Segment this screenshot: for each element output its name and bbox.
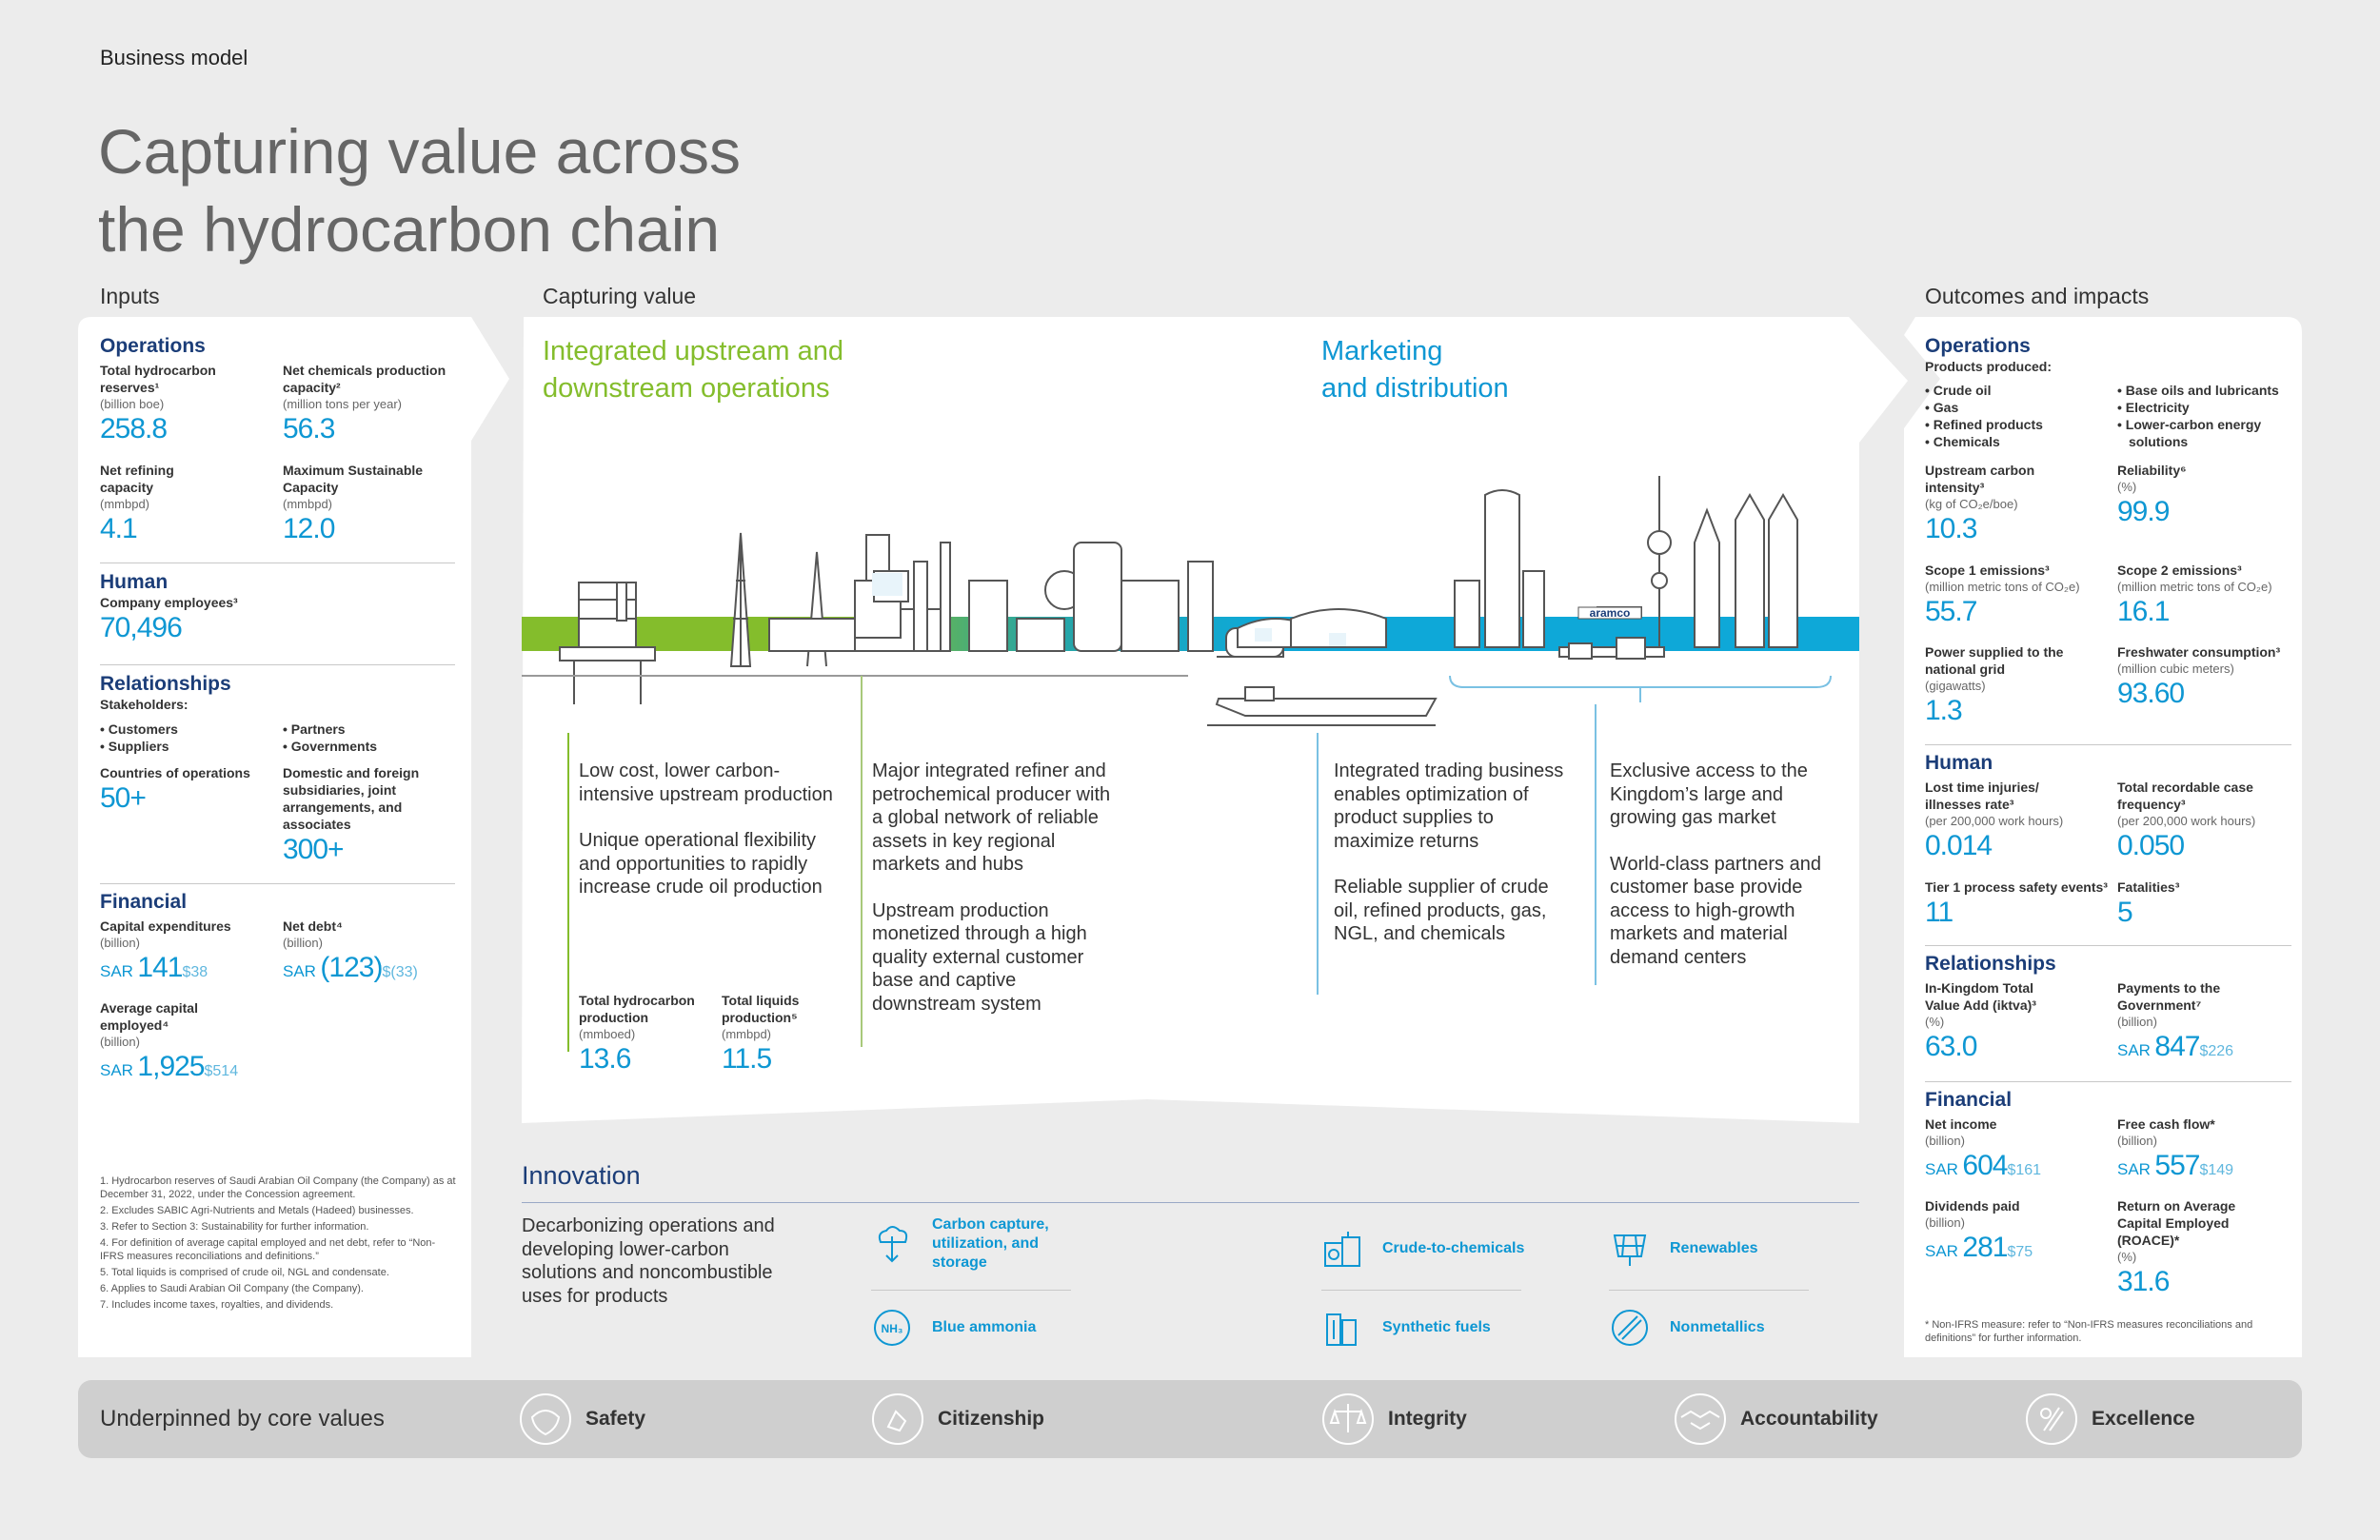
metric-label: Tier 1 process safety events³: [1925, 879, 2108, 895]
metric-unit: (mmboed): [579, 1027, 636, 1041]
input-countries: [100, 764, 271, 816]
metric-value: (123): [320, 952, 383, 983]
metric-value: 1.3: [1925, 695, 1962, 726]
input-refining: [100, 462, 224, 546]
metric-unit: (billion boe): [100, 397, 165, 411]
synthetic-fuels-icon: [1321, 1307, 1363, 1349]
footnote: 3. Refer to Section 3: Sustainability for further information.: [100, 1221, 369, 1233]
outcomes-operations: [1925, 335, 2052, 375]
core-value-safety: [519, 1392, 645, 1446]
metric-unit: (per 200,000 work hours): [1925, 814, 2064, 828]
innovation-label: Blue ammonia: [932, 1319, 1037, 1335]
metric-unit: (billion): [1925, 1215, 1965, 1230]
metric-value: 604: [1962, 1150, 2008, 1181]
outcomes-footnote: * Non-IFRS measure: refer to “Non-IFRS measures reconciliations and definitions” for further information.: [1925, 1319, 2253, 1344]
outcomes-human-title: Human: [1925, 752, 1993, 774]
footnote: 7. Includes income taxes, royalties, and dividends.: [100, 1299, 334, 1311]
footnote: 6. Applies to Saudi Arabian Oil Company (the Company).: [100, 1283, 364, 1294]
metric-value: 50+: [100, 782, 146, 814]
inputs-human-title: Human: [100, 571, 169, 593]
outcome-lti: [1925, 779, 2096, 863]
metric-unit: (billion): [100, 936, 140, 950]
metric-unit: (million metric tons of CO₂e): [1925, 580, 2080, 594]
metric-value: 847: [2154, 1031, 2200, 1062]
metric-unit: (million cubic meters): [2117, 661, 2234, 676]
stakeholders-right: [283, 721, 377, 755]
paragraph: Upstream production monetized through a high quality external customer base and captive downstream system: [872, 899, 1087, 1015]
outcome-tier1: [1925, 879, 2115, 930]
metric-value: 56.3: [283, 413, 335, 444]
outcomes-relationships-title: Relationships: [1925, 953, 2056, 975]
metric-value: 11: [1925, 897, 1954, 928]
outcome-gov-payments: [2117, 979, 2289, 1064]
usd-value: $514: [204, 1063, 239, 1079]
core-value-label: Accountability: [1740, 1408, 1878, 1430]
list-item: • Partners: [283, 721, 346, 737]
metric-unit: (%): [1925, 1015, 1945, 1029]
metric-label: Fatalities³: [2117, 879, 2180, 895]
blue-ammonia-icon: [871, 1307, 913, 1349]
metric-unit: (%): [2117, 480, 2137, 494]
metric-label: Net refining capacity: [100, 463, 174, 495]
list-item: • Lower-carbon energy solutions: [2117, 417, 2262, 449]
section-label: Business model: [100, 46, 248, 69]
innovation-renewables: [1609, 1228, 1757, 1270]
metric-label: Domestic and foreign subsidiaries, joint arrangements, and associates: [283, 765, 420, 832]
usd-value: $161: [2007, 1162, 2042, 1178]
col2-text: [872, 760, 1115, 1016]
innovation-crude-to-chemicals: [1321, 1228, 1524, 1270]
metric-unit: (million tons per year): [283, 397, 402, 411]
metric-value: 557: [2154, 1150, 2200, 1181]
innovation-label: Carbon capture, utilization, and storage: [932, 1216, 1049, 1271]
paragraph: Exclusive access to the Kingdom’s large and growing gas market: [1610, 760, 1808, 828]
core-value-label: Integrity: [1388, 1408, 1467, 1430]
list-item: • Governments: [283, 739, 378, 754]
input-ace: [100, 999, 290, 1084]
metric-value: 0.050: [2117, 830, 2185, 861]
innovation-label: Synthetic fuels: [1382, 1319, 1491, 1335]
metric-label: Free cash flow*: [2117, 1116, 2215, 1132]
metric-label: Scope 2 emissions³: [2117, 563, 2242, 578]
outcome-scope2: [2117, 562, 2303, 629]
currency-sar: SAR: [100, 962, 133, 980]
outcomes-heading: Outcomes and impacts: [1925, 284, 2150, 308]
col3-text: [1334, 760, 1567, 946]
core-value-label: Excellence: [2092, 1408, 2195, 1430]
paragraph: Low cost, lower carbon-intensive upstream production: [579, 760, 833, 805]
metric-label: Dividends paid: [1925, 1198, 2020, 1214]
list-item: • Gas: [1925, 400, 1959, 415]
metric-unit: (billion): [100, 1035, 140, 1049]
upstream-title-line-1: Integrated upstream and: [543, 336, 843, 366]
metric-label: Reliability⁶: [2117, 463, 2187, 478]
metric-value: 1,925: [137, 1051, 205, 1082]
innovation-nonmetallics: [1609, 1307, 1765, 1349]
inputs-operations: [100, 335, 457, 358]
innovation-title: Innovation: [522, 1161, 641, 1190]
nonmetallics-icon: [1609, 1307, 1651, 1349]
safety-icon: [519, 1392, 572, 1446]
metric-unit: (mmbpd): [100, 497, 150, 511]
metric-label: Upstream carbon intensity³: [1925, 463, 2035, 495]
metric-label: Total hydrocarbon reserves¹: [100, 363, 216, 395]
marketing-title: [1321, 333, 1509, 407]
innovation-text: Decarbonizing operations and developing lower-carbon solutions and noncombustible uses for products: [522, 1215, 775, 1307]
footnote: 2. Excludes SABIC Agri-Nutrients and Metals (Hadeed) businesses.: [100, 1205, 414, 1216]
footnote: 1. Hydrocarbon reserves of Saudi Arabian Oil Company (the Company) as at December 31, 2022, under the Concession agreement.: [100, 1175, 456, 1200]
metric-label: Net income: [1925, 1116, 1997, 1132]
list-item: • Refined products: [1925, 417, 2043, 432]
metric-unit: (gigawatts): [1925, 679, 1986, 693]
currency-sar: SAR: [1925, 1160, 1958, 1178]
metric-label: Capital expenditures: [100, 918, 231, 934]
outcome-roace: [2117, 1197, 2260, 1299]
paragraph: World-class partners and customer base provide access to high-growth markets and material demand centers: [1610, 853, 1821, 968]
outcome-reliability: [2117, 462, 2289, 529]
metric-value: 141: [137, 952, 183, 983]
list-item: • Crude oil: [1925, 383, 1992, 398]
core-values-label: Underpinned by core values: [100, 1406, 385, 1431]
metric-unit: (billion): [2117, 1134, 2157, 1148]
solar-panel-icon: [1609, 1228, 1651, 1270]
metric-value: 0.014: [1925, 830, 1993, 861]
metric-unit: (per 200,000 work hours): [2117, 814, 2256, 828]
upstream-title-line-2: downstream operations: [543, 373, 830, 404]
list-item: • Electricity: [2117, 400, 2190, 415]
excellence-icon: [2025, 1392, 2078, 1446]
marketing-title-line-2: and distribution: [1321, 373, 1509, 404]
paragraph: Major integrated refiner and petrochemical producer with a global network of reliable assets in key regional markets and hubs: [872, 760, 1111, 875]
metric-label: Freshwater consumption³: [2117, 644, 2281, 660]
metric-unit: (kg of CO₂e/boe): [1925, 497, 2018, 511]
metric-label: Lost time injuries/ illnesses rate³: [1925, 780, 2039, 812]
inputs-relationships-title: Relationships: [100, 673, 231, 695]
metric-unit: (billion): [283, 936, 323, 950]
metric-label: Return on Average Capital Employed (ROACE)*: [2117, 1198, 2236, 1248]
metric-unit: (billion): [2117, 1015, 2157, 1029]
stakeholders-label: Stakeholders:: [100, 697, 188, 712]
metric-value: 11.5: [722, 1043, 772, 1075]
metric-value: 70,496: [100, 612, 182, 643]
metric-value: 99.9: [2117, 496, 2170, 527]
metric-value: 63.0: [1925, 1031, 1977, 1062]
metric-label: Countries of operations: [100, 765, 250, 780]
metric-value: 16.1: [2117, 596, 2170, 627]
innovation-label: Nonmetallics: [1670, 1319, 1765, 1335]
aramco-sign: aramco: [1589, 606, 1631, 620]
footnote: 5. Total liquids is comprised of crude oil, NGL and condensate.: [100, 1267, 389, 1278]
inputs-relationships: [100, 673, 455, 713]
metric-value: 281: [1962, 1232, 2008, 1263]
inputs-operations-title: Operations: [100, 335, 206, 357]
upstream-title: [543, 333, 843, 407]
list-item: • Customers: [100, 721, 178, 737]
page-title-line-1: Capturing value across: [98, 116, 742, 187]
inputs-heading: Inputs: [100, 284, 160, 308]
metric-value: 5: [2117, 897, 2132, 928]
core-value-citizenship: [871, 1392, 1044, 1446]
metric-label: Total liquids production⁵: [722, 993, 800, 1025]
outcome-scope1: [1925, 562, 2111, 629]
page-title-line-2: the hydrocarbon chain: [98, 194, 721, 265]
list-item: • Suppliers: [100, 739, 169, 754]
input-msc: [283, 462, 445, 546]
metric-unit: (billion): [1925, 1134, 1965, 1148]
outcomes-human: [1925, 752, 1993, 775]
metric-label: Average capital employed⁴: [100, 1000, 198, 1033]
metric-value: 93.60: [2117, 678, 2185, 709]
stakeholders-left: [100, 721, 178, 755]
outcome-uci: [1925, 462, 2049, 546]
outcome-power: [1925, 643, 2087, 728]
innovation-ccus: [871, 1215, 1065, 1273]
crude-to-chemicals-icon: [1321, 1228, 1363, 1270]
outcomes-relationships: [1925, 953, 2056, 976]
paragraph: Reliable supplier of crude oil, refined products, gas, NGL, and chemicals: [1334, 877, 1549, 944]
metric-label: Power supplied to the national grid: [1925, 644, 2064, 677]
metric-unit: (mmbpd): [722, 1027, 772, 1041]
innovation-synthetic-fuels: [1321, 1307, 1491, 1349]
metric-value: 4.1: [100, 513, 137, 544]
capturing-heading: Capturing value: [543, 284, 697, 308]
input-chemicals: [283, 362, 464, 446]
paragraph: Integrated trading business enables optimization of product supplies to maximize returns: [1334, 760, 1564, 852]
core-value-accountability: [1674, 1392, 1878, 1446]
carbon-capture-icon: [871, 1223, 913, 1265]
currency-sar: SAR: [100, 1061, 133, 1079]
col4-text: [1610, 760, 1843, 969]
marketing-title-line-1: Marketing: [1321, 336, 1443, 366]
currency-sar: SAR: [2117, 1160, 2151, 1178]
innovation-label: Renewables: [1670, 1240, 1758, 1256]
outcome-dividends: [1925, 1197, 2096, 1265]
innovation-label: Crude-to-chemicals: [1382, 1240, 1525, 1256]
currency-sar: SAR: [1925, 1242, 1958, 1260]
products-list-left: [1925, 382, 2043, 450]
metric-label: Net debt⁴: [283, 918, 343, 934]
nh3-text: NH₃: [881, 1322, 903, 1335]
metric-unit: (million metric tons of CO₂e): [2117, 580, 2272, 594]
metric-unit: (%): [2117, 1250, 2137, 1264]
core-value-excellence: [2025, 1392, 2195, 1446]
list-item: • Chemicals: [1925, 434, 2000, 449]
total-production: [579, 992, 717, 1076]
core-value-label: Safety: [585, 1408, 646, 1430]
metric-value: 31.6: [2117, 1266, 2170, 1297]
outcome-trcf: [2117, 779, 2293, 863]
metric-value: 10.3: [1925, 513, 1977, 544]
outcome-iktva: [1925, 979, 2068, 1064]
col1-text: [579, 760, 845, 899]
total-liquids: [722, 992, 836, 1076]
metric-value: 300+: [283, 834, 344, 865]
inputs-financial: [100, 891, 187, 914]
metric-label: Total recordable case frequency³: [2117, 780, 2253, 812]
input-subsidiaries: [283, 764, 435, 867]
usd-value: $149: [2199, 1162, 2234, 1178]
usd-value: $38: [182, 964, 208, 980]
usd-value: $226: [2199, 1043, 2234, 1059]
metric-value: 12.0: [283, 513, 335, 544]
metric-label: Maximum Sustainable Capacity: [283, 463, 424, 495]
inputs-financial-title: Financial: [100, 891, 188, 913]
outcome-net-income: [1925, 1116, 2096, 1183]
currency-sar: SAR: [2117, 1041, 2151, 1059]
core-value-integrity: [1321, 1392, 1467, 1446]
citizenship-icon: [871, 1392, 924, 1446]
integrity-icon: [1321, 1392, 1375, 1446]
input-reserves: [100, 362, 262, 446]
outcomes-financial-title: Financial: [1925, 1089, 2013, 1111]
metric-label: Scope 1 emissions³: [1925, 563, 2050, 578]
metric-label: In-Kingdom Total Value Add (iktva)³: [1925, 980, 2036, 1013]
metric-label: Net chemicals production capacity²: [283, 363, 446, 395]
metric-label: Payments to the Government⁷: [2117, 980, 2221, 1013]
currency-sar: SAR: [283, 962, 316, 980]
input-net-debt: [283, 918, 454, 985]
outcomes-operations-title: Operations: [1925, 335, 2031, 357]
input-capex: [100, 918, 271, 985]
metric-value: 13.6: [579, 1043, 631, 1075]
products-label: Products produced:: [1925, 359, 2053, 374]
paragraph: Unique operational flexibility and opportunities to rapidly increase crude oil production: [579, 830, 823, 898]
outcome-fcf: [2117, 1116, 2289, 1183]
metric-label: Total hydrocarbon production: [579, 993, 695, 1025]
metric-value: 258.8: [100, 413, 168, 444]
inputs-footnotes: [100, 1175, 457, 1312]
usd-value: $(33): [382, 964, 418, 980]
list-item: • Base oils and lubricants: [2117, 383, 2279, 398]
usd-value: $75: [2007, 1244, 2033, 1260]
outcomes-financial: [1925, 1089, 2012, 1112]
outcome-fatalities: [2117, 879, 2289, 930]
value-chain-illustration: [522, 476, 1859, 733]
metric-value: 55.7: [1925, 596, 1977, 627]
products-list-right: [2117, 382, 2298, 450]
inputs-human: [100, 571, 455, 645]
core-value-label: Citizenship: [938, 1408, 1045, 1430]
footnote: 4. For definition of average capital employed and net debt, refer to “Non-IFRS measures reconciliations and definitions.”: [100, 1237, 436, 1262]
outcome-freshwater: [2117, 643, 2303, 711]
metric-unit: (mmbpd): [283, 497, 333, 511]
metric-label: Company employees³: [100, 595, 238, 610]
handshake-icon: [1674, 1392, 1727, 1446]
innovation-blue-ammonia: [871, 1307, 1036, 1349]
core-values-bar: [78, 1380, 2302, 1458]
